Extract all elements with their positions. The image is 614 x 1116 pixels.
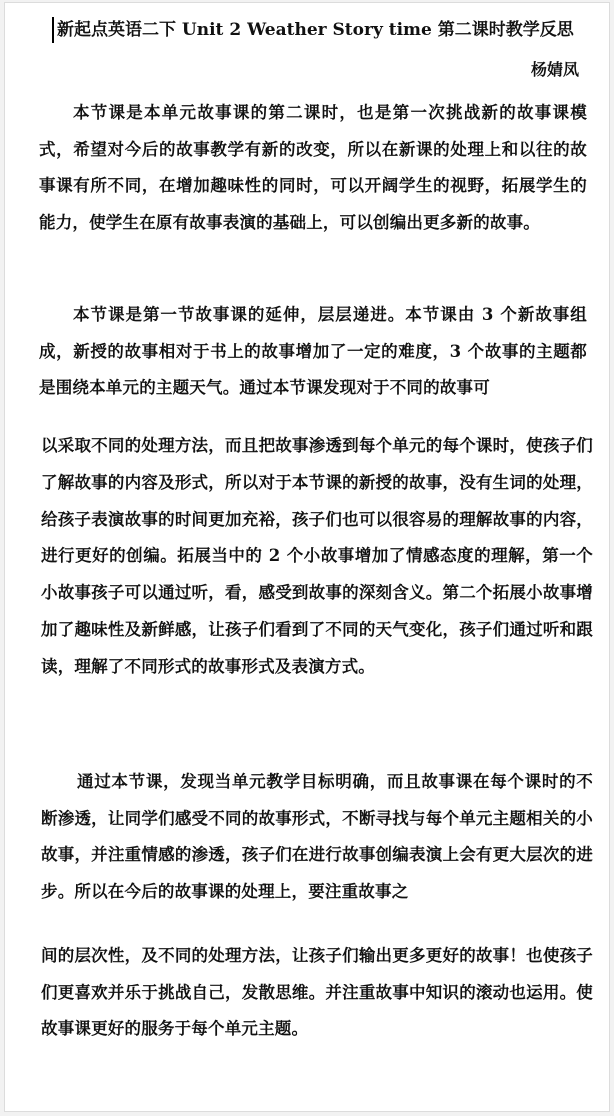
paragraph-4: 通过本节课，发现当单元教学目标明确，而且故事课在每个课时的不断渗透，让同学们感受不同的故事形式，不断寻找与每个单元主题相关的小故事，并注重情感的渗透，孩子们在进行故事创编表演上会有更大层次的进步。所以在今后的故事课的处理上，要注重故事之 (41, 772, 593, 901)
text-cursor (52, 17, 54, 43)
paragraph-5: 间的层次性，及不同的处理方法，让孩子们输出更多更好的故事！也使孩子们更喜欢并乐于挑战自己，发散思维。并注重故事中知识的滚动也运用。使故事课更好的服务于每个单元主题。 (41, 946, 593, 1038)
document-author: 杨婧凤 (530, 60, 579, 79)
paragraph-3: 以采取不同的处理方法，而且把故事渗透到每个单元的每个课时，使孩子们了解故事的内容及形式，所以对于本节课的新授的故事，没有生词的处理，给孩子表演故事的时间更加充裕，孩子们也可以很容易的理解故事的内容，进行更好的创编。拓展当中的 2 个小故事增加了情感态度的理解，第一个小故事孩子可以通过听，看，感受到故事的深刻含义。第二个拓展小故事增加了趣味性及新鲜感，让孩子们看到了不同的天气变化，孩子们通过听和跟读，理解了不同形式的故事形式及表演方式。 (41, 436, 593, 676)
paragraph-2: 本节课是第一节故事课的延伸，层层递进。本节课由 3 个新故事组成，新授的故事相对于书上的故事增加了一定的难度，3 个故事的主题都是围绕本单元的主题天气。通过本节课发现对于不同的故事可 (39, 305, 587, 397)
document-page (4, 2, 610, 1112)
paragraph-1: 本节课是本单元故事课的第二课时，也是第一次挑战新的故事课模式，希望对今后的故事教学有新的改变，所以在新课的处理上和以往的故事课有所不同，在增加趣味性的同时，可以开阔学生的视野，拓展学生的能力，使学生在原有故事表演的基础上，可以创编出更多新的故事。 (39, 103, 587, 232)
document-title: 新起点英语二下 Unit 2 Weather Story time 第二课时教学反思 (57, 20, 574, 40)
